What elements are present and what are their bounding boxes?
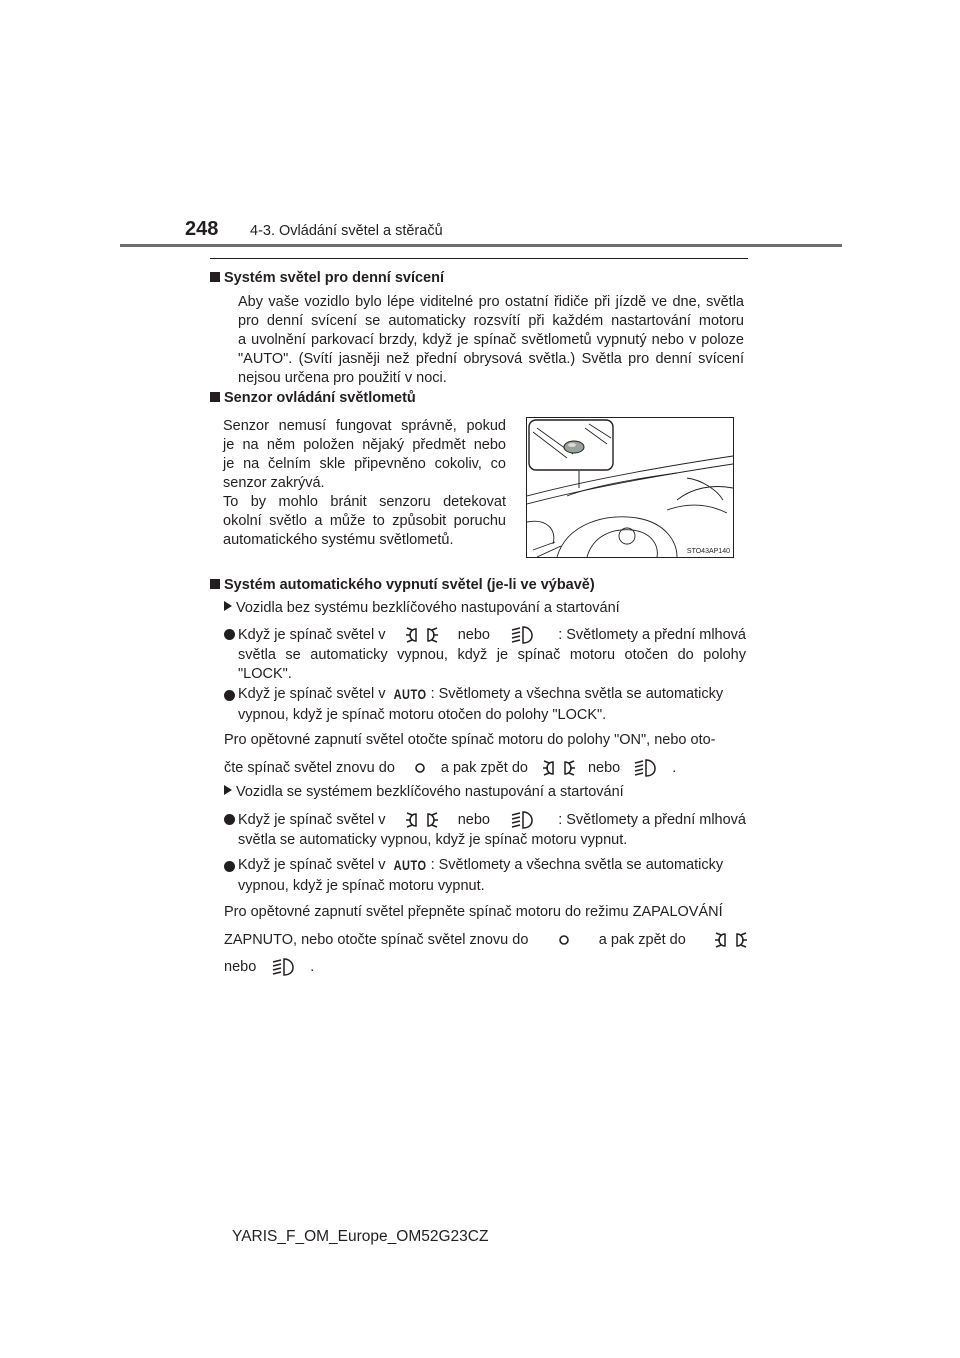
- page-number: 248: [185, 218, 219, 240]
- sub2-bullet1-line1: Když je spínač světel v nebo : Světlomety a přední mlhová: [238, 809, 746, 831]
- sub2-note-line2: ZAPNUTO, nebo otočte spínač světel znovu do a pak zpět do: [224, 929, 748, 951]
- subhead-smart-entry: Vozidla se systémem bezklíčového nastupování a startování: [224, 784, 624, 800]
- off-icon: [413, 761, 427, 775]
- sub1-bullet1-cont: světla se automaticky vypnou, když je spínač motoru otočen do polohy "LOCK".: [238, 647, 746, 682]
- headlight-icon: [632, 757, 662, 779]
- sub1-note-line2: čte spínač světel znovu do a pak zpět do nebo .: [224, 757, 676, 779]
- section-title-sensor: Senzor ovládání světlometů: [210, 390, 416, 406]
- round-bullet-icon: [224, 690, 235, 701]
- parking-light-icon: [542, 757, 576, 779]
- square-bullet-icon: [210, 579, 220, 589]
- headlight-icon: [270, 956, 300, 978]
- figure-label: STO43AP140: [686, 548, 730, 555]
- square-bullet-icon: [210, 272, 220, 282]
- sub2-note-line3: nebo .: [224, 956, 314, 978]
- triangle-bullet-icon: [224, 785, 232, 795]
- section-title-drl: Systém světel pro denní svícení: [210, 270, 444, 286]
- sub2-bullet2-line2: vypnou, když je spínač motoru vypnut.: [238, 878, 485, 894]
- parking-light-icon: [714, 929, 748, 951]
- drl-paragraph: Aby vaše vozidlo bylo lépe viditelné pro ostatní řidiče při jízdě ve dne, světla pro denní svícení se automaticky rozsvítí při každém nastartování motoru a uvolnění parkovací brzdy, když je spínač světlometů vypnutý nebo v poloze "AUTO". (Svítí jasněji než přední obrysová světla.) Světla pro denní svícení nejsou určena pro použití v noci.: [238, 294, 744, 386]
- dashboard-illustration: [527, 418, 733, 557]
- section-title-auto-off: Systém automatického vypnutí světel (je-li ve výbavě): [210, 577, 595, 593]
- parking-light-icon: [405, 809, 439, 831]
- round-bullet-icon: [224, 814, 235, 825]
- chapter-title: 4-3. Ovládání světel a stěračů: [250, 223, 443, 239]
- footer-doc-id: YARIS_F_OM_Europe_OM52G23CZ: [232, 1228, 489, 1245]
- triangle-bullet-icon: [224, 601, 232, 611]
- headlight-icon: [509, 809, 539, 831]
- sensor-paragraph: Senzor nemusí fungovat správně, pokud je na něm položen nějaký předmět nebo je na čelním skle připevněno cokoliv, co senzor zakrývá. To by mohlo bránit senzoru detekovat okolní světlo a může to způsobit poruchu automatického systému světlometů.: [223, 418, 506, 548]
- dashboard-sensor-figure: [526, 417, 734, 558]
- sub1-bullet1-line1: Když je spínač světel v nebo : Světlomety a přední mlhová: [238, 624, 746, 646]
- sub2-note-line1: Pro opětovné zapnutí světel přepněte spínač motoru do režimu ZAPALOVÁNÍ: [224, 904, 723, 920]
- auto-icon: AUTO: [393, 858, 427, 874]
- headlight-icon: [509, 624, 539, 646]
- section-rule: [210, 258, 748, 259]
- auto-icon: AUTO: [393, 687, 427, 703]
- round-bullet-icon: [224, 629, 235, 640]
- sub1-bullet2-line2: vypnou, když je spínač motoru otočen do polohy "LOCK".: [238, 707, 607, 723]
- header-rule: [120, 244, 842, 247]
- subhead-no-smart-entry: Vozidla bez systému bezklíčového nastupování a startování: [224, 600, 620, 616]
- square-bullet-icon: [210, 392, 220, 402]
- sub1-bullet2-line1: Když je spínač světel v AUTO : Světlomety a všechna světla se automaticky: [238, 686, 724, 703]
- sub2-bullet1-line2: světla se automaticky vypnou, když je spínač motoru vypnut.: [238, 832, 628, 848]
- sub1-note-line1: Pro opětovné zapnutí světel otočte spínač motoru do polohy "ON", nebo oto-: [224, 732, 716, 748]
- parking-light-icon: [405, 624, 439, 646]
- off-icon: [557, 933, 571, 947]
- sub2-bullet2-line1: Když je spínač světel v AUTO : Světlomety a všechna světla se automaticky: [238, 857, 724, 874]
- round-bullet-icon: [224, 861, 235, 872]
